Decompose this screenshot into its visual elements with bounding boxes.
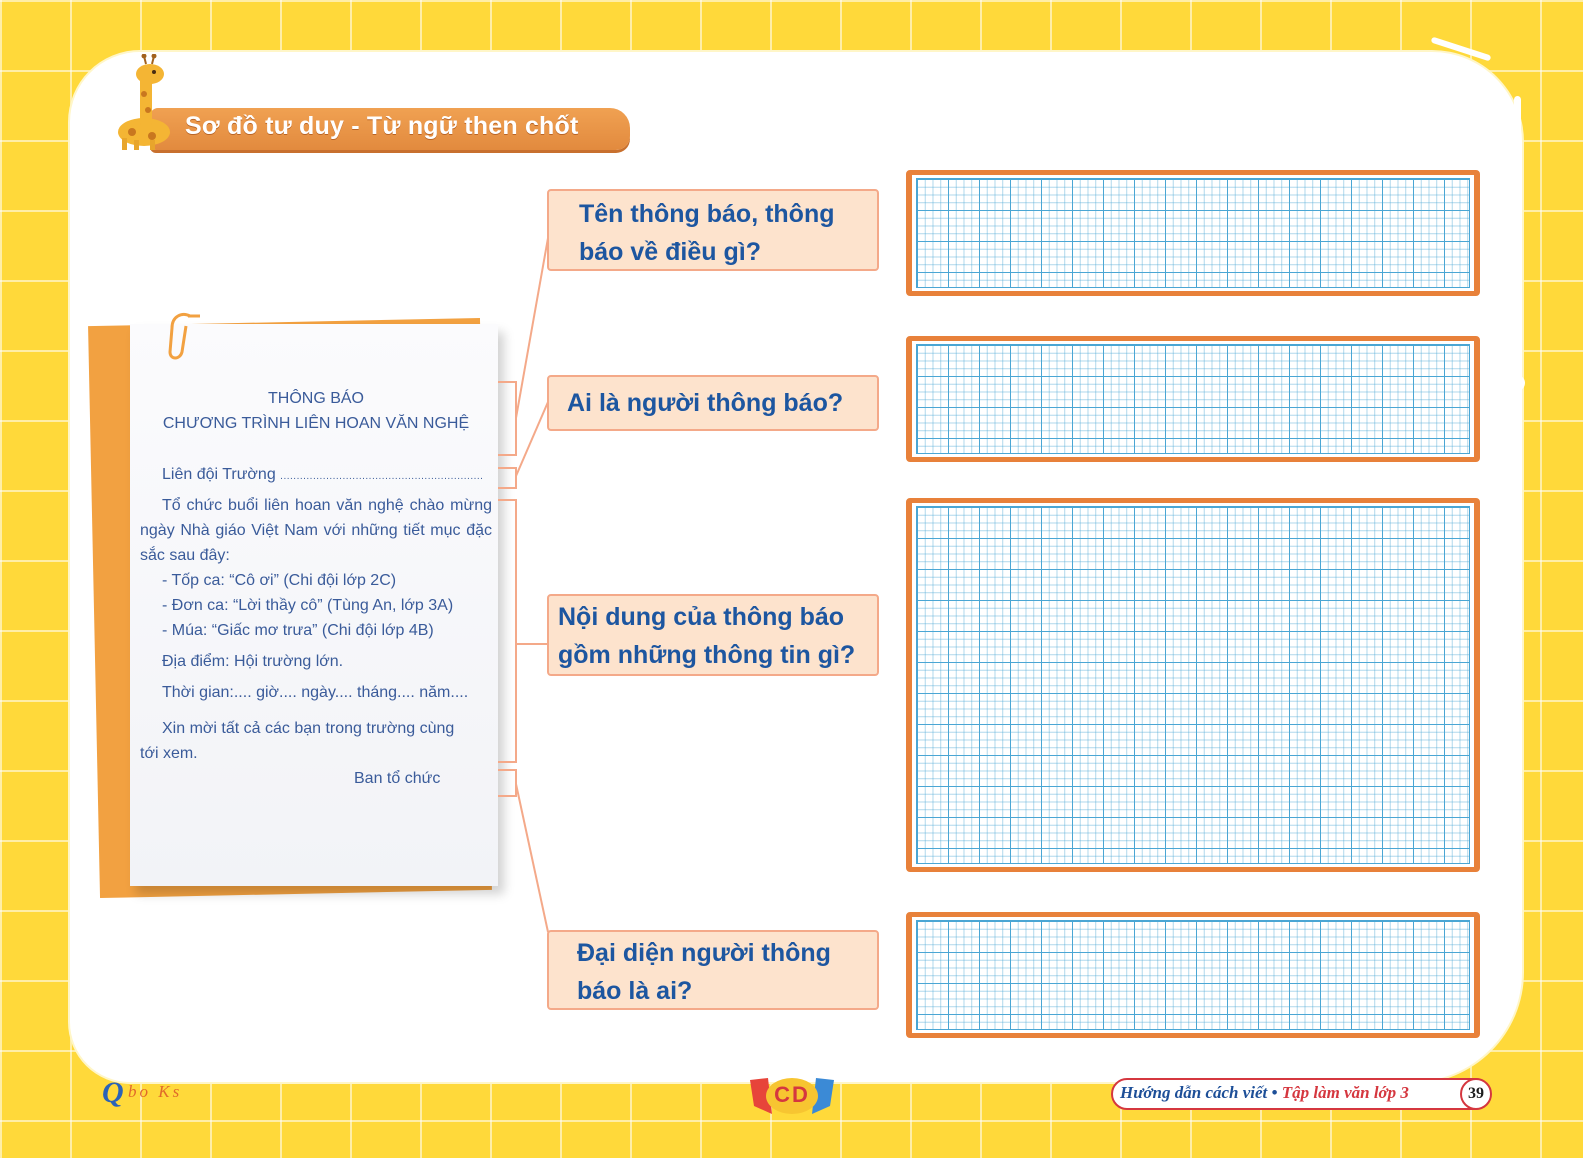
notice-body: Tổ chức buổi liên hoan văn nghệ chào mừng ngày Nhà giáo Việt Nam với những tiết mục đặc sắc sau đây: xyxy=(140,497,492,564)
notice-item: - Tốp ca: “Cô ơi” (Chi đội lớp 2C) xyxy=(162,572,397,589)
footer-subject: Tập làm văn lớp 3 xyxy=(1281,1083,1409,1102)
notice-from-label: Liên đội Trường xyxy=(162,466,276,483)
notice-subheading: CHƯƠNG TRÌNH LIÊN HOAN VĂN NGHỆ xyxy=(162,415,470,432)
answer-grid-title[interactable] xyxy=(906,170,1480,296)
answer-grid-content[interactable] xyxy=(906,498,1480,872)
notice-item: - Múa: “Giấc mơ trưa” (Chi đội lớp 4B) xyxy=(162,622,434,639)
grid-lines xyxy=(916,178,1470,288)
answer-grid-sender[interactable] xyxy=(906,336,1480,462)
notice-item: - Đơn ca: “Lời thầy cô” (Tùng An, lớp 3A) xyxy=(162,597,454,614)
notice-heading: THÔNG BÁO xyxy=(267,390,364,407)
notice-from xyxy=(162,462,492,489)
question-box-content xyxy=(547,594,879,676)
grid-lines xyxy=(916,920,1470,1030)
decorative-dot xyxy=(1513,376,1525,390)
giraffe-icon xyxy=(104,54,180,150)
cd-badge-text: CD xyxy=(774,1082,810,1107)
footer-separator: • xyxy=(1267,1083,1282,1102)
answer-grid-representative[interactable] xyxy=(906,912,1480,1038)
footer-book-title xyxy=(1120,1083,1409,1103)
notice-location: Địa điểm: Hội trường lớn. xyxy=(162,653,344,670)
brand-logo-rest: bo Ks xyxy=(128,1082,183,1101)
question-text: Tên thông báo, thông báo về điều gì? xyxy=(579,200,835,266)
footer-book: Hướng dẫn cách viết xyxy=(1120,1083,1268,1102)
question-box-sender xyxy=(547,375,879,431)
page-number: 39 xyxy=(1460,1078,1492,1110)
notice-signature: Ban tổ chức xyxy=(354,770,441,787)
paperclip-icon xyxy=(160,310,206,362)
brand-logo-initial: Q xyxy=(102,1076,124,1109)
notice-time: Thời gian:.... giờ.... ngày.... tháng.... năm.... xyxy=(162,684,469,701)
grid-lines xyxy=(916,506,1470,864)
notice-from-dots: .............................................................. xyxy=(280,471,484,482)
question-text: Đại diện người thông báo là ai? xyxy=(577,939,831,1005)
grid-lines xyxy=(916,344,1470,454)
question-box-title xyxy=(547,189,879,271)
section-title: Sơ đồ tư duy - Từ ngữ then chốt xyxy=(185,112,579,140)
notice-invite: Xin mời tất cả các bạn trong trường cùng tới xem. xyxy=(140,720,455,762)
question-text: Nội dung của thông báo gồm những thông tin gì? xyxy=(558,603,856,669)
question-box-representative xyxy=(547,930,879,1010)
question-text: Ai là người thông báo? xyxy=(567,389,844,417)
decorative-stroke xyxy=(1514,96,1521,296)
